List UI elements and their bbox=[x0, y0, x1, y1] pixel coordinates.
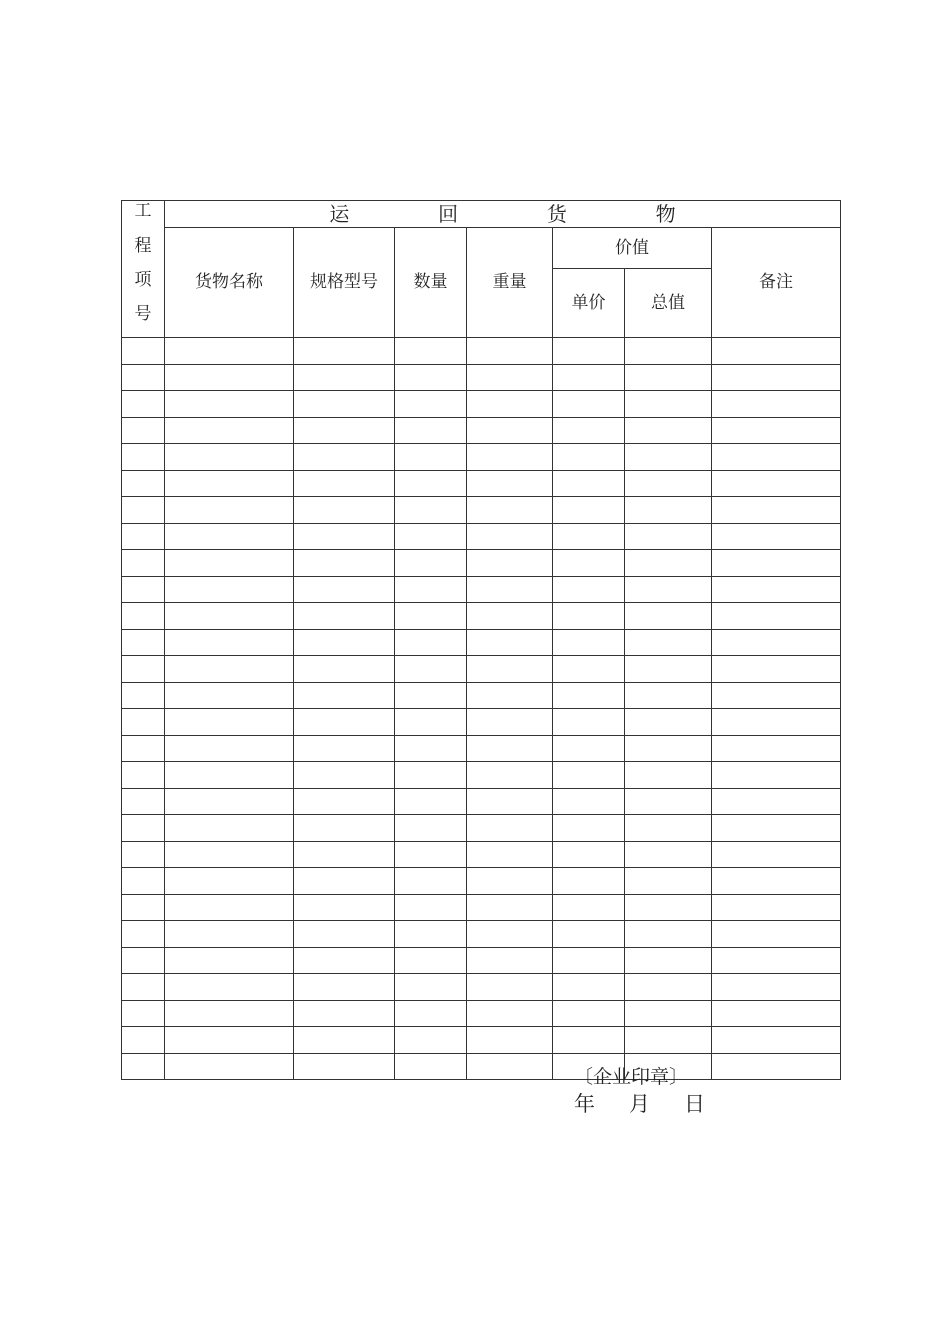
cell-project-no[interactable] bbox=[122, 947, 165, 974]
cell-qty[interactable] bbox=[395, 709, 467, 736]
cell-remark[interactable] bbox=[712, 629, 841, 656]
cell-total-value[interactable] bbox=[625, 629, 712, 656]
date-line bbox=[574, 1088, 705, 1118]
cell-goods-name[interactable] bbox=[165, 603, 294, 630]
cell-qty[interactable] bbox=[395, 974, 467, 1001]
table-row bbox=[122, 1027, 841, 1054]
cell-project-no[interactable] bbox=[122, 974, 165, 1001]
return-goods-table bbox=[121, 200, 841, 1080]
year-label: 年 bbox=[574, 1092, 595, 1116]
cell-remark[interactable] bbox=[712, 1027, 841, 1054]
cell-total-value[interactable] bbox=[625, 364, 712, 391]
cell-goods-name[interactable] bbox=[165, 788, 294, 815]
table-row bbox=[122, 682, 841, 709]
cell-spec[interactable] bbox=[294, 762, 395, 789]
cell-total-value[interactable] bbox=[625, 576, 712, 603]
table-row bbox=[122, 1000, 841, 1027]
cell-weight[interactable] bbox=[467, 974, 553, 1001]
cell-spec[interactable] bbox=[294, 682, 395, 709]
cell-goods-name[interactable] bbox=[165, 1000, 294, 1027]
table-row bbox=[122, 444, 841, 471]
cell-weight[interactable] bbox=[467, 921, 553, 948]
cell-weight[interactable] bbox=[467, 1000, 553, 1027]
table-row bbox=[122, 894, 841, 921]
cell-spec[interactable] bbox=[294, 550, 395, 577]
cell-qty[interactable] bbox=[395, 364, 467, 391]
cell-goods-name[interactable] bbox=[165, 762, 294, 789]
col-header-name: 货物名称 bbox=[165, 228, 294, 338]
cell-spec[interactable] bbox=[294, 656, 395, 683]
cell-unit-price[interactable] bbox=[553, 364, 625, 391]
project-label-char: 程 bbox=[134, 236, 152, 256]
cell-unit-price[interactable] bbox=[553, 841, 625, 868]
cell-qty[interactable] bbox=[395, 1000, 467, 1027]
cell-total-value[interactable] bbox=[625, 947, 712, 974]
cell-goods-name[interactable] bbox=[165, 338, 294, 365]
cell-remark[interactable] bbox=[712, 576, 841, 603]
project-label-char: 工 bbox=[134, 201, 152, 221]
cell-project-no[interactable] bbox=[122, 682, 165, 709]
cell-spec[interactable] bbox=[294, 470, 395, 497]
cell-project-no[interactable] bbox=[122, 576, 165, 603]
cell-weight[interactable] bbox=[467, 417, 553, 444]
cell-project-no[interactable] bbox=[122, 656, 165, 683]
cell-goods-name[interactable] bbox=[165, 497, 294, 524]
cell-spec[interactable] bbox=[294, 1027, 395, 1054]
cell-qty[interactable] bbox=[395, 338, 467, 365]
table-row bbox=[122, 788, 841, 815]
cell-remark[interactable] bbox=[712, 338, 841, 365]
cell-spec[interactable] bbox=[294, 444, 395, 471]
cell-spec[interactable] bbox=[294, 364, 395, 391]
cell-project-no[interactable] bbox=[122, 603, 165, 630]
month-label: 月 bbox=[629, 1092, 650, 1116]
cell-qty[interactable] bbox=[395, 523, 467, 550]
table-row bbox=[122, 1053, 841, 1080]
cell-spec[interactable] bbox=[294, 603, 395, 630]
table-row bbox=[122, 947, 841, 974]
cell-unit-price[interactable] bbox=[553, 470, 625, 497]
cell-unit-price[interactable] bbox=[553, 947, 625, 974]
cell-qty[interactable] bbox=[395, 788, 467, 815]
cell-weight[interactable] bbox=[467, 841, 553, 868]
cell-project-no[interactable] bbox=[122, 788, 165, 815]
table-row bbox=[122, 576, 841, 603]
cell-total-value[interactable] bbox=[625, 523, 712, 550]
cell-total-value[interactable] bbox=[625, 391, 712, 418]
cell-total-value[interactable] bbox=[625, 656, 712, 683]
title-char: 运 bbox=[329, 202, 350, 226]
table-row bbox=[122, 656, 841, 683]
cell-qty[interactable] bbox=[395, 894, 467, 921]
cell-project-no[interactable] bbox=[122, 629, 165, 656]
cell-qty[interactable] bbox=[395, 497, 467, 524]
cell-spec[interactable] bbox=[294, 868, 395, 895]
cell-project-no[interactable] bbox=[122, 709, 165, 736]
table-row bbox=[122, 841, 841, 868]
cell-unit-price[interactable] bbox=[553, 550, 625, 577]
cell-remark[interactable] bbox=[712, 974, 841, 1001]
cell-qty[interactable] bbox=[395, 576, 467, 603]
cell-unit-price[interactable] bbox=[553, 444, 625, 471]
cell-qty[interactable] bbox=[395, 841, 467, 868]
cell-remark[interactable] bbox=[712, 656, 841, 683]
cell-remark[interactable] bbox=[712, 841, 841, 868]
col-header-remark: 备注 bbox=[712, 228, 841, 338]
cell-remark[interactable] bbox=[712, 391, 841, 418]
cell-goods-name[interactable] bbox=[165, 576, 294, 603]
cell-unit-price[interactable] bbox=[553, 497, 625, 524]
cell-qty[interactable] bbox=[395, 1027, 467, 1054]
cell-goods-name[interactable] bbox=[165, 709, 294, 736]
cell-qty[interactable] bbox=[395, 603, 467, 630]
day-label: 日 bbox=[684, 1092, 705, 1116]
table-row bbox=[122, 762, 841, 789]
cell-spec[interactable] bbox=[294, 417, 395, 444]
cell-remark[interactable] bbox=[712, 603, 841, 630]
cell-spec[interactable] bbox=[294, 576, 395, 603]
cell-remark[interactable] bbox=[712, 762, 841, 789]
cell-remark[interactable] bbox=[712, 497, 841, 524]
cell-goods-name[interactable] bbox=[165, 682, 294, 709]
cell-weight[interactable] bbox=[467, 762, 553, 789]
cell-total-value[interactable] bbox=[625, 682, 712, 709]
cell-remark[interactable] bbox=[712, 788, 841, 815]
cell-total-value[interactable] bbox=[625, 841, 712, 868]
table-row bbox=[122, 417, 841, 444]
cell-goods-name[interactable] bbox=[165, 523, 294, 550]
cell-total-value[interactable] bbox=[625, 444, 712, 471]
cell-weight[interactable] bbox=[467, 682, 553, 709]
cell-qty[interactable] bbox=[395, 947, 467, 974]
table-row bbox=[122, 391, 841, 418]
cell-unit-price[interactable] bbox=[553, 974, 625, 1001]
cell-weight[interactable] bbox=[467, 1027, 553, 1054]
cell-spec[interactable] bbox=[294, 709, 395, 736]
cell-total-value[interactable] bbox=[625, 974, 712, 1001]
cell-remark[interactable] bbox=[712, 735, 841, 762]
cell-project-no[interactable] bbox=[122, 868, 165, 895]
cell-spec[interactable] bbox=[294, 629, 395, 656]
table-row bbox=[122, 868, 841, 895]
cell-weight[interactable] bbox=[467, 656, 553, 683]
cell-weight[interactable] bbox=[467, 894, 553, 921]
cell-weight[interactable] bbox=[467, 444, 553, 471]
cell-unit-price[interactable] bbox=[553, 603, 625, 630]
cell-total-value[interactable] bbox=[625, 417, 712, 444]
cell-qty[interactable] bbox=[395, 444, 467, 471]
project-label-char: 项 bbox=[134, 270, 152, 290]
cell-spec[interactable] bbox=[294, 921, 395, 948]
cell-total-value[interactable] bbox=[625, 762, 712, 789]
cell-goods-name[interactable] bbox=[165, 894, 294, 921]
cell-total-value[interactable] bbox=[625, 921, 712, 948]
col-header-qty: 数量 bbox=[395, 228, 467, 338]
cell-remark[interactable] bbox=[712, 709, 841, 736]
cell-weight[interactable] bbox=[467, 338, 553, 365]
cell-spec[interactable] bbox=[294, 497, 395, 524]
cell-project-no[interactable] bbox=[122, 550, 165, 577]
cell-weight[interactable] bbox=[467, 709, 553, 736]
cell-qty[interactable] bbox=[395, 550, 467, 577]
cell-remark[interactable] bbox=[712, 947, 841, 974]
table-row bbox=[122, 497, 841, 524]
cell-weight[interactable] bbox=[467, 523, 553, 550]
cell-goods-name[interactable] bbox=[165, 656, 294, 683]
cell-goods-name[interactable] bbox=[165, 444, 294, 471]
cell-spec[interactable] bbox=[294, 841, 395, 868]
cell-goods-name[interactable] bbox=[165, 815, 294, 842]
cell-project-no[interactable] bbox=[122, 364, 165, 391]
cell-unit-price[interactable] bbox=[553, 682, 625, 709]
cell-total-value[interactable] bbox=[625, 497, 712, 524]
cell-project-no[interactable] bbox=[122, 921, 165, 948]
cell-goods-name[interactable] bbox=[165, 629, 294, 656]
cell-weight[interactable] bbox=[467, 550, 553, 577]
cell-qty[interactable] bbox=[395, 1053, 467, 1080]
cell-qty[interactable] bbox=[395, 391, 467, 418]
cell-unit-price[interactable] bbox=[553, 868, 625, 895]
cell-weight[interactable] bbox=[467, 391, 553, 418]
cell-total-value[interactable] bbox=[625, 815, 712, 842]
cell-total-value[interactable] bbox=[625, 338, 712, 365]
cell-remark[interactable] bbox=[712, 523, 841, 550]
cell-spec[interactable] bbox=[294, 338, 395, 365]
cell-remark[interactable] bbox=[712, 550, 841, 577]
cell-remark[interactable] bbox=[712, 1053, 841, 1080]
cell-remark[interactable] bbox=[712, 868, 841, 895]
cell-spec[interactable] bbox=[294, 894, 395, 921]
cell-qty[interactable] bbox=[395, 921, 467, 948]
cell-weight[interactable] bbox=[467, 576, 553, 603]
cell-unit-price[interactable] bbox=[553, 709, 625, 736]
cell-remark[interactable] bbox=[712, 815, 841, 842]
cell-project-no[interactable] bbox=[122, 894, 165, 921]
cell-remark[interactable] bbox=[712, 682, 841, 709]
cell-remark[interactable] bbox=[712, 364, 841, 391]
table-row bbox=[122, 338, 841, 365]
cell-project-no[interactable] bbox=[122, 815, 165, 842]
cell-project-no[interactable] bbox=[122, 470, 165, 497]
cell-unit-price[interactable] bbox=[553, 1000, 625, 1027]
col-header-unit-price: 单价 bbox=[553, 269, 625, 338]
cell-project-no[interactable] bbox=[122, 762, 165, 789]
cell-goods-name[interactable] bbox=[165, 947, 294, 974]
cell-project-no[interactable] bbox=[122, 338, 165, 365]
cell-unit-price[interactable] bbox=[553, 417, 625, 444]
cell-unit-price[interactable] bbox=[553, 523, 625, 550]
cell-qty[interactable] bbox=[395, 656, 467, 683]
cell-total-value[interactable] bbox=[625, 788, 712, 815]
cell-qty[interactable] bbox=[395, 815, 467, 842]
cell-weight[interactable] bbox=[467, 735, 553, 762]
table-row bbox=[122, 709, 841, 736]
cell-goods-name[interactable] bbox=[165, 1053, 294, 1080]
table-row bbox=[122, 974, 841, 1001]
table-row bbox=[122, 470, 841, 497]
cell-spec[interactable] bbox=[294, 735, 395, 762]
cell-goods-name[interactable] bbox=[165, 974, 294, 1001]
cell-total-value[interactable] bbox=[625, 470, 712, 497]
cell-remark[interactable] bbox=[712, 894, 841, 921]
table-row bbox=[122, 550, 841, 577]
cell-qty[interactable] bbox=[395, 735, 467, 762]
cell-weight[interactable] bbox=[467, 815, 553, 842]
cell-qty[interactable] bbox=[395, 868, 467, 895]
cell-total-value[interactable] bbox=[625, 709, 712, 736]
cell-goods-name[interactable] bbox=[165, 470, 294, 497]
cell-project-no[interactable] bbox=[122, 841, 165, 868]
project-label-char: 号 bbox=[134, 304, 152, 324]
cell-project-no[interactable] bbox=[122, 523, 165, 550]
cell-remark[interactable] bbox=[712, 921, 841, 948]
cell-unit-price[interactable] bbox=[553, 576, 625, 603]
table-row bbox=[122, 735, 841, 762]
table-row bbox=[122, 921, 841, 948]
cell-goods-name[interactable] bbox=[165, 550, 294, 577]
cell-goods-name[interactable] bbox=[165, 364, 294, 391]
cell-goods-name[interactable] bbox=[165, 417, 294, 444]
col-header-total: 总值 bbox=[625, 269, 712, 338]
cell-unit-price[interactable] bbox=[553, 762, 625, 789]
col-header-spec: 规格型号 bbox=[294, 228, 395, 338]
cell-project-no[interactable] bbox=[122, 444, 165, 471]
cell-goods-name[interactable] bbox=[165, 921, 294, 948]
cell-total-value[interactable] bbox=[625, 550, 712, 577]
cell-project-no[interactable] bbox=[122, 1027, 165, 1054]
cell-qty[interactable] bbox=[395, 629, 467, 656]
project-number-header bbox=[122, 201, 165, 338]
cell-total-value[interactable] bbox=[625, 735, 712, 762]
table-row bbox=[122, 815, 841, 842]
cell-unit-price[interactable] bbox=[553, 338, 625, 365]
title-char: 回 bbox=[438, 202, 459, 226]
cell-total-value[interactable] bbox=[625, 1000, 712, 1027]
cell-unit-price[interactable] bbox=[553, 788, 625, 815]
cell-project-no[interactable] bbox=[122, 1053, 165, 1080]
cell-weight[interactable] bbox=[467, 629, 553, 656]
cell-remark[interactable] bbox=[712, 470, 841, 497]
cell-unit-price[interactable] bbox=[553, 921, 625, 948]
cell-project-no[interactable] bbox=[122, 735, 165, 762]
cell-qty[interactable] bbox=[395, 470, 467, 497]
table-row bbox=[122, 603, 841, 630]
cell-unit-price[interactable] bbox=[553, 629, 625, 656]
cell-unit-price[interactable] bbox=[553, 1027, 625, 1054]
cell-unit-price[interactable] bbox=[553, 894, 625, 921]
cell-unit-price[interactable] bbox=[553, 656, 625, 683]
cell-total-value[interactable] bbox=[625, 1027, 712, 1054]
cell-total-value[interactable] bbox=[625, 894, 712, 921]
cell-goods-name[interactable] bbox=[165, 735, 294, 762]
table-row bbox=[122, 629, 841, 656]
cell-weight[interactable] bbox=[467, 470, 553, 497]
title-char: 物 bbox=[655, 202, 676, 226]
cell-goods-name[interactable] bbox=[165, 868, 294, 895]
cell-project-no[interactable] bbox=[122, 1000, 165, 1027]
cell-project-no[interactable] bbox=[122, 417, 165, 444]
table-row bbox=[122, 523, 841, 550]
cell-unit-price[interactable] bbox=[553, 391, 625, 418]
cell-goods-name[interactable] bbox=[165, 841, 294, 868]
col-header-weight: 重量 bbox=[467, 228, 553, 338]
cell-spec[interactable] bbox=[294, 815, 395, 842]
cell-remark[interactable] bbox=[712, 444, 841, 471]
cell-spec[interactable] bbox=[294, 1000, 395, 1027]
cell-remark[interactable] bbox=[712, 1000, 841, 1027]
table-row bbox=[122, 364, 841, 391]
cell-project-no[interactable] bbox=[122, 391, 165, 418]
cell-project-no[interactable] bbox=[122, 497, 165, 524]
cell-qty[interactable] bbox=[395, 682, 467, 709]
cell-weight[interactable] bbox=[467, 1053, 553, 1080]
table-title bbox=[165, 201, 841, 228]
cell-weight[interactable] bbox=[467, 497, 553, 524]
cell-goods-name[interactable] bbox=[165, 1027, 294, 1054]
cell-unit-price[interactable] bbox=[553, 815, 625, 842]
cell-weight[interactable] bbox=[467, 603, 553, 630]
cell-weight[interactable] bbox=[467, 868, 553, 895]
cell-weight[interactable] bbox=[467, 364, 553, 391]
cell-spec[interactable] bbox=[294, 788, 395, 815]
cell-goods-name[interactable] bbox=[165, 391, 294, 418]
cell-spec[interactable] bbox=[294, 1053, 395, 1080]
cell-spec[interactable] bbox=[294, 974, 395, 1001]
cell-unit-price[interactable] bbox=[553, 735, 625, 762]
col-header-value-group: 价值 bbox=[553, 228, 712, 269]
cell-spec[interactable] bbox=[294, 947, 395, 974]
cell-total-value[interactable] bbox=[625, 868, 712, 895]
cell-qty[interactable] bbox=[395, 762, 467, 789]
cell-spec[interactable] bbox=[294, 391, 395, 418]
cell-qty[interactable] bbox=[395, 417, 467, 444]
cell-spec[interactable] bbox=[294, 523, 395, 550]
cell-total-value[interactable] bbox=[625, 603, 712, 630]
cell-remark[interactable] bbox=[712, 417, 841, 444]
cell-weight[interactable] bbox=[467, 947, 553, 974]
cell-weight[interactable] bbox=[467, 788, 553, 815]
company-seal-label: 〔企业印章〕 bbox=[574, 1066, 689, 1088]
title-char: 货 bbox=[546, 202, 567, 226]
